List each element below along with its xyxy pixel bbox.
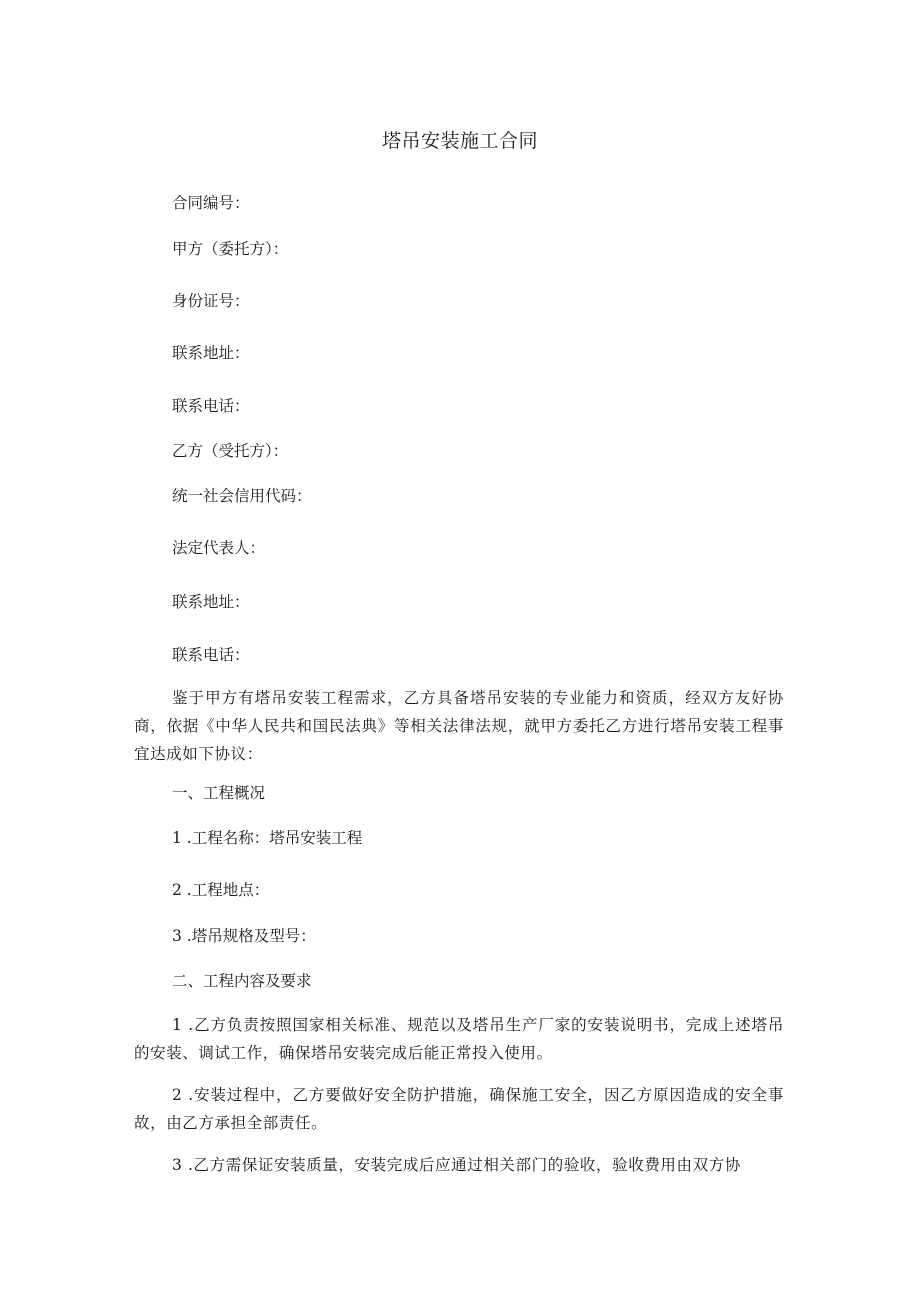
field-party-a: 甲方（委托方）： <box>172 240 289 258</box>
requirement-item-2: 2 .安装过程中，乙方要做好安全防护措施，确保施工安全，因乙方原因造成的安全事故，由乙方承担全部责任。 <box>134 1086 784 1132</box>
document-title: 塔吊安装施工合同 <box>381 130 538 152</box>
field-id-number: 身份证号： <box>172 292 250 310</box>
requirement-item-3: 3 .乙方需保证安装质量，安装完成后应通过相关部门的验收，验收费用由双方协 <box>172 1156 741 1174</box>
overview-item-model: 3 .塔吊规格及型号： <box>172 927 316 945</box>
section-heading-overview: 一、工程概况 <box>172 784 266 802</box>
field-party-b: 乙方（受托方）： <box>172 442 289 460</box>
overview-item-location: 2 .工程地点： <box>172 881 270 899</box>
overview-item-name: 1 .工程名称：塔吊安装工程 <box>172 829 363 847</box>
field-contract-number: 合同编号： <box>172 194 250 212</box>
field-legal-representative: 法定代表人： <box>172 539 266 557</box>
preamble-paragraph: 鉴于甲方有塔吊安装工程需求，乙方具备塔吊安装的专业能力和资质，经双方友好协商，依据《中华人民共和国民法典》等相关法律法规，就甲方委托乙方进行塔吊安装工程事宜达成如下协议： <box>134 689 784 763</box>
requirement-item-1: 1 .乙方负责按照国家相关标准、规范以及塔吊生产厂家的安装说明书，完成上述塔吊的安装、调试工作，确保塔吊安装完成后能正常投入使用。 <box>134 1016 784 1062</box>
field-party-a-address: 联系地址： <box>172 344 250 362</box>
section-heading-requirements: 二、工程内容及要求 <box>172 972 312 990</box>
field-party-b-phone: 联系电话： <box>172 646 250 664</box>
field-credit-code: 统一社会信用代码： <box>172 487 312 505</box>
field-party-b-address: 联系地址： <box>172 593 250 611</box>
field-party-a-phone: 联系电话： <box>172 397 250 415</box>
